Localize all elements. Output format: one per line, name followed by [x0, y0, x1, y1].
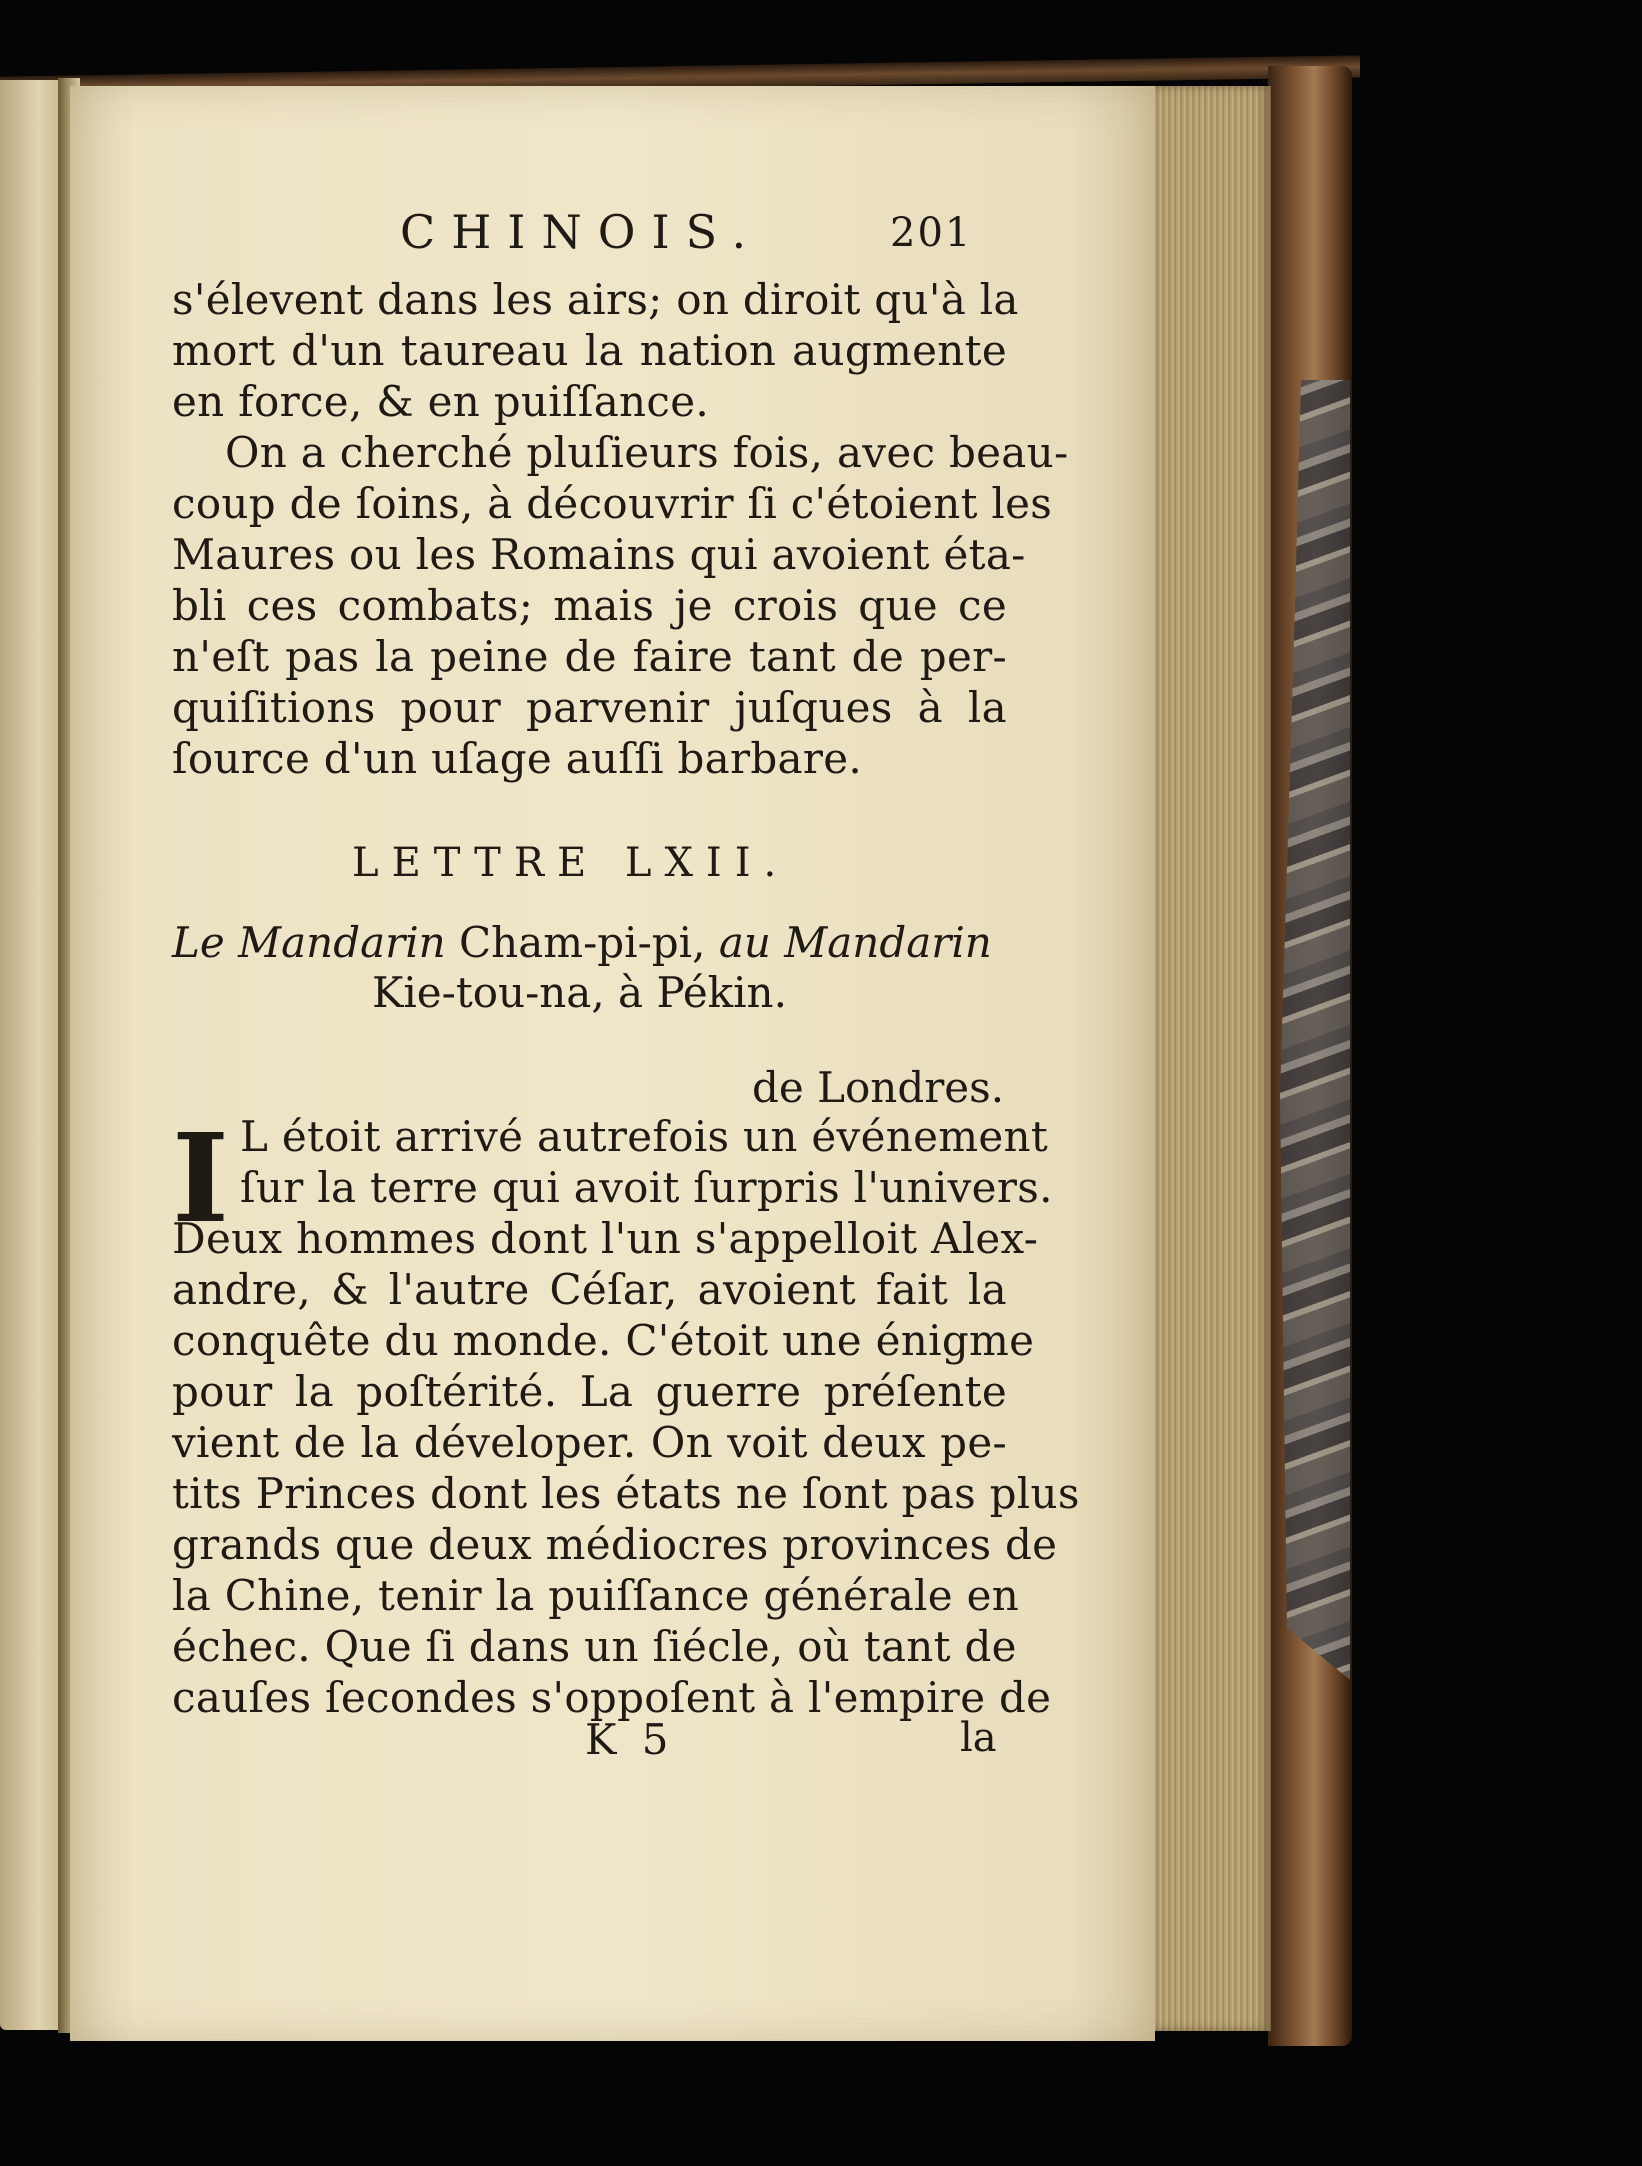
text-line: coup de ſoins, à découvrir ſi c'étoient les: [172, 479, 1053, 528]
text-line: conquête du monde. C'étoit une énigme: [172, 1316, 1035, 1365]
text-line: cauſes ſecondes s'oppoſent à l'empire de: [172, 1673, 1052, 1722]
text-line: la Chine, tenir la puiſſance générale en: [172, 1571, 1020, 1620]
letter-address-line-2: Kie-tou-na, à Pékin.: [372, 968, 787, 1017]
text-line: mort d'un taureau la nation augmente: [172, 326, 1007, 375]
letter-place: de Londres.: [752, 1063, 1005, 1112]
text-line: Deux hommes dont l'un s'appelloit Alex-: [172, 1214, 1039, 1263]
text-line: échec. Que ſi dans un ſiécle, où tant de: [172, 1622, 1017, 1671]
letter-heading: LETTRE LXII.: [352, 840, 790, 886]
text-line: grands que deux médiocres provinces de: [172, 1520, 1058, 1569]
sender-name: Cham-pi-pi,: [445, 918, 719, 967]
page-fore-edge: [1153, 86, 1271, 2031]
text-line: pour la poſtérité. La guerre préſente: [172, 1367, 1007, 1416]
text-line: L étoit arrivé autrefois un événement: [240, 1112, 1049, 1161]
text-line: On a cherché pluſieurs fois, avec beau-: [225, 428, 1069, 477]
text-line: andre, & l'autre Céſar, avoient fait la: [172, 1265, 1007, 1314]
address-italic-2: au Mandarin: [718, 918, 992, 967]
text-line: en force, & en puiſſance.: [172, 377, 710, 426]
catchword: la: [960, 1715, 997, 1761]
text-line: Maures ou les Romains qui avoient éta-: [172, 530, 1026, 579]
running-title: CHINOIS.: [400, 205, 763, 259]
text-line: bli ces combats; mais je crois que ce: [172, 581, 1007, 630]
page-number: 201: [890, 210, 973, 256]
text-line: vient de la déveloper. On voit deux pe-: [172, 1418, 1007, 1467]
text-line: quiſitions pour parvenir juſques à la: [172, 683, 1007, 732]
signature-mark: K 5: [585, 1715, 675, 1764]
text-line: s'élevent dans les airs; on diroit qu'à la: [172, 275, 1019, 324]
text-line: ſur la terre qui avoit ſurpris l'univers.: [240, 1163, 1053, 1212]
text-line: n'eſt pas la peine de faire tant de per-: [172, 632, 1007, 681]
letter-address-line-1: [172, 918, 1042, 967]
text-line: ſource d'un uſage auſſi barbare.: [172, 734, 863, 783]
address-italic-1: Le Mandarin: [172, 918, 446, 967]
text-line: tits Princes dont les états ne ſont pas plus: [172, 1469, 1080, 1518]
drop-cap: I: [172, 1106, 230, 1250]
